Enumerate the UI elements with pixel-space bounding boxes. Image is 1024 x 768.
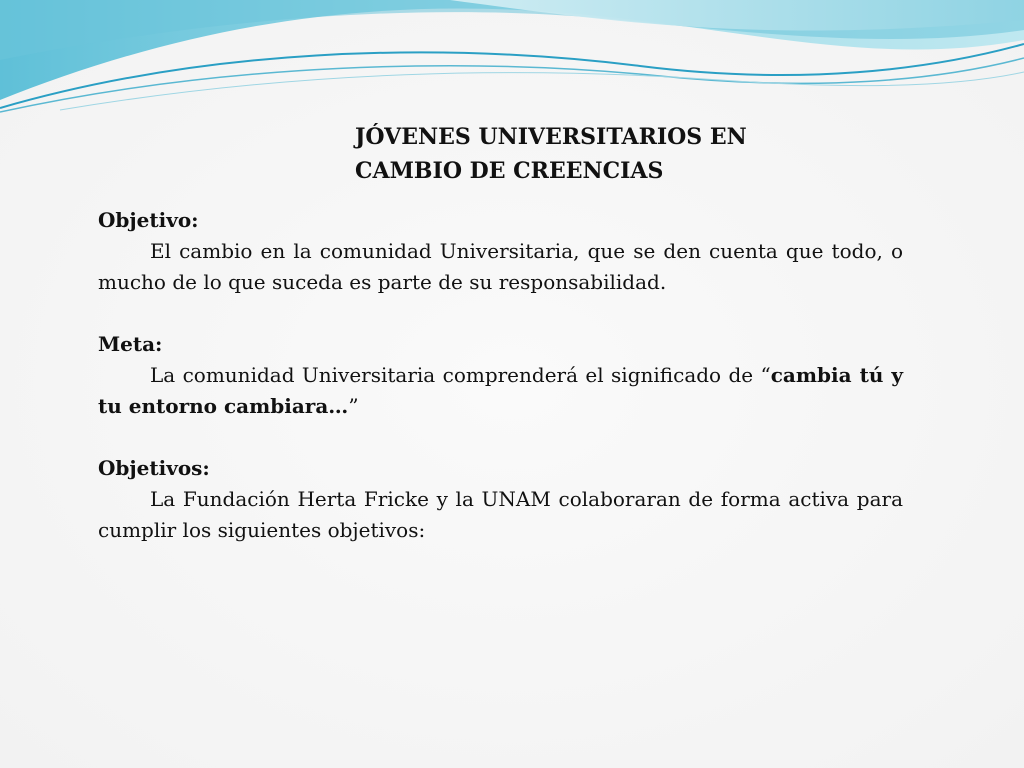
slide-body — [98, 205, 903, 577]
section-objetivo — [98, 205, 903, 298]
section-heading: Meta: — [98, 332, 163, 356]
meta-text-bold: cambia tú y tu entorno cambiara… — [98, 363, 903, 418]
section-text: La Fundación Herta Fricke y la UNAM colaboraran de forma activa para cumplir los siguientes objetivos: — [98, 487, 903, 542]
section-text — [98, 360, 903, 422]
meta-text-after: ” — [348, 394, 359, 418]
title-line-1: JÓVENES UNIVERSITARIOS EN — [355, 124, 747, 150]
section-objetivos — [98, 453, 903, 546]
wave-line-1 — [0, 44, 1024, 108]
section-heading: Objetivos: — [98, 456, 210, 480]
decorative-wave-header — [0, 0, 1024, 130]
wave-line-2 — [0, 58, 1024, 112]
wave-line-3 — [60, 72, 1024, 110]
title-line-2: CAMBIO DE CREENCIAS — [355, 158, 664, 184]
section-meta — [98, 329, 903, 422]
meta-text-before: La comunidad Universitaria comprenderá el significado de “ — [150, 363, 771, 387]
slide-title — [355, 120, 915, 188]
section-heading: Objetivo: — [98, 208, 199, 232]
wave-band-light — [450, 0, 1024, 30]
section-text: El cambio en la comunidad Universitaria, que se den cuenta que todo, o mucho de lo que suceda es parte de su responsabilidad. — [98, 239, 903, 294]
